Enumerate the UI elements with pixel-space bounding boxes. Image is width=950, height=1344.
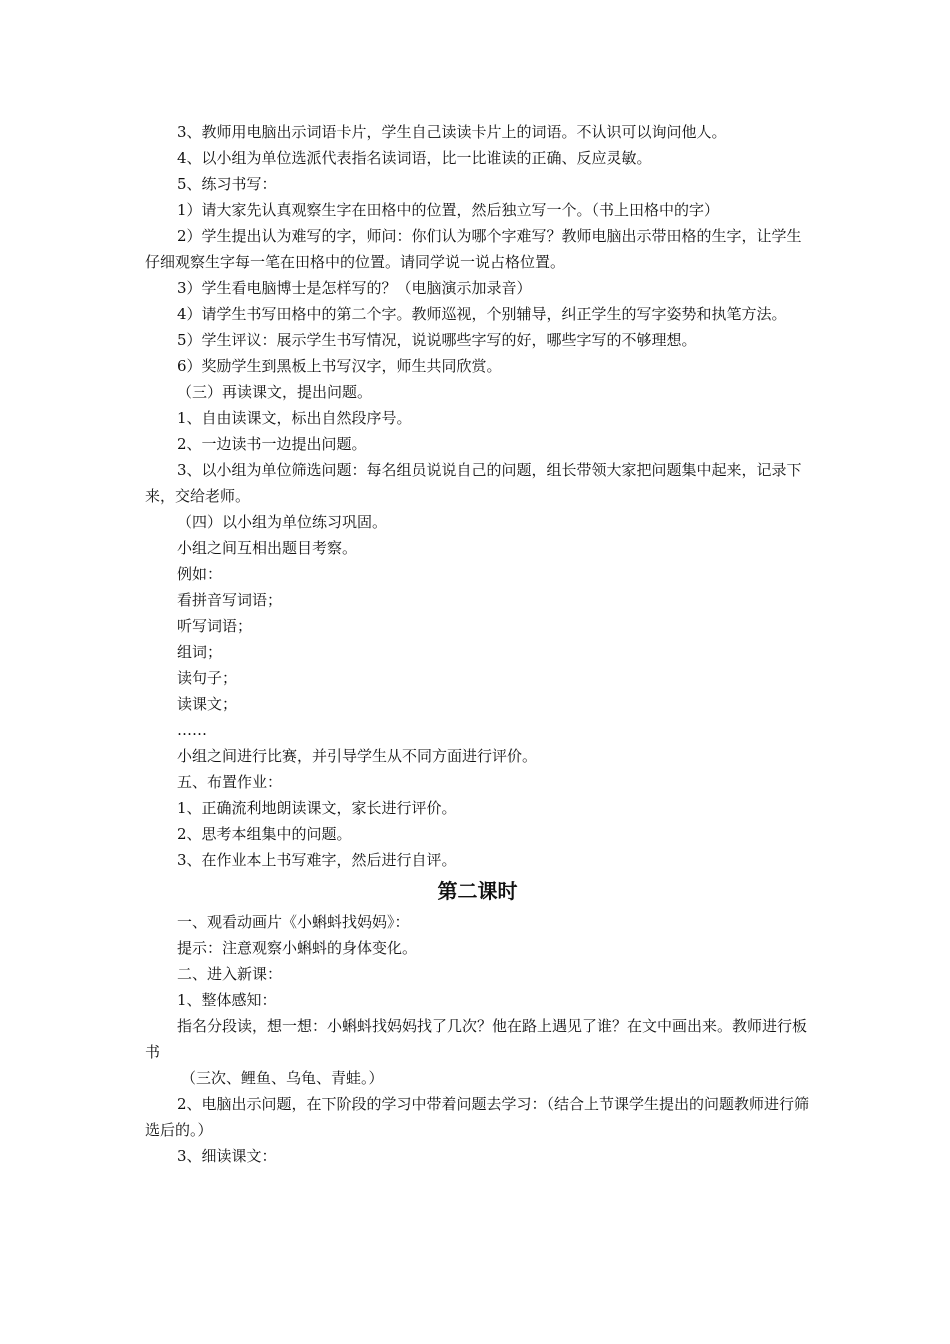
paragraph: 3、以小组为单位筛选问题：每名组员说说自己的问题，组长带领大家把问题集中起来，记录下来，交给老师。: [145, 461, 802, 505]
paragraph: 看拼音写词语；: [177, 591, 283, 609]
paragraph: 1、整体感知：: [177, 991, 277, 1009]
paragraph: （四）以小组为单位练习巩固。: [177, 513, 388, 531]
paragraph: 5、练习书写：: [177, 175, 277, 193]
lesson-part-two: [145, 909, 810, 1169]
paragraph: 5）学生评议：展示学生书写情况，说说哪些字写的好，哪些字写的不够理想。: [177, 331, 697, 349]
paragraph: 1）请大家先认真观察生字在田格中的位置，然后独立写一个。（书上田格中的字）: [177, 201, 720, 219]
paragraph: 读句子；: [177, 669, 238, 687]
paragraph: 3、教师用电脑出示词语卡片，学生自己读读卡片上的词语。不认识可以询问他人。: [177, 123, 727, 141]
paragraph: 2）学生提出认为难写的字，师问：你们认为哪个字难写？教师电脑出示带田格的生字，让学生仔细观察生字每一笔在田格中的位置。请同学说一说占格位置。: [145, 227, 802, 271]
paragraph: （三）再读课文，提出问题。: [177, 383, 373, 401]
paragraph: 2、思考本组集中的问题。: [177, 825, 352, 843]
paragraph: 提示：注意观察小蝌蚪的身体变化。: [177, 939, 418, 957]
paragraph: 1、正确流利地朗读课文，家长进行评价。: [177, 799, 457, 817]
paragraph: 6）奖励学生到黑板上书写汉字，师生共同欣赏。: [177, 357, 502, 375]
paragraph: 听写词语；: [177, 617, 253, 635]
paragraph: 4）请学生书写田格中的第二个字。教师巡视，个别辅导，纠正学生的写字姿势和执笔方法。: [177, 305, 787, 323]
paragraph: 4、以小组为单位选派代表指名读词语，比一比谁读的正确、反应灵敏。: [177, 149, 652, 167]
paragraph: 二、进入新课：: [177, 965, 283, 983]
paragraph: 例如：: [177, 565, 223, 583]
paragraph: 1、自由读课文，标出自然段序号。: [177, 409, 412, 427]
paragraph: 2、电脑出示问题，在下阶段的学习中带着问题去学习：（结合上节课学生提出的问题教师进行筛选后的。）: [145, 1095, 810, 1139]
lesson-part-one: [145, 119, 810, 873]
paragraph: ……: [177, 721, 207, 739]
paragraph: 3、在作业本上书写难字，然后进行自评。: [177, 851, 457, 869]
paragraph: 指名分段读，想一想：小蝌蚪找妈妈找了几次？他在路上遇见了谁？在文中画出来。教师进行板书: [145, 1017, 808, 1061]
paragraph: 组词；: [177, 643, 223, 661]
paragraph: 小组之间进行比赛，并引导学生从不同方面进行评价。: [177, 747, 538, 765]
paragraph: 读课文；: [177, 695, 238, 713]
section-title: 第二课时: [437, 879, 518, 903]
paragraph: 2、一边读书一边提出问题。: [177, 435, 367, 453]
paragraph: 五、布置作业：: [177, 773, 283, 791]
paragraph: 3）学生看电脑博士是怎样写的？（电脑演示加录音）: [177, 279, 532, 297]
paragraph: （三次、鲤鱼、乌龟、青蛙。）: [181, 1069, 384, 1087]
paragraph: 3、细读课文：: [177, 1147, 277, 1165]
paragraph: 小组之间互相出题目考察。: [177, 539, 358, 557]
paragraph: 一、观看动画片《小蝌蚪找妈妈》：: [177, 913, 410, 931]
document-page: [145, 119, 810, 1169]
